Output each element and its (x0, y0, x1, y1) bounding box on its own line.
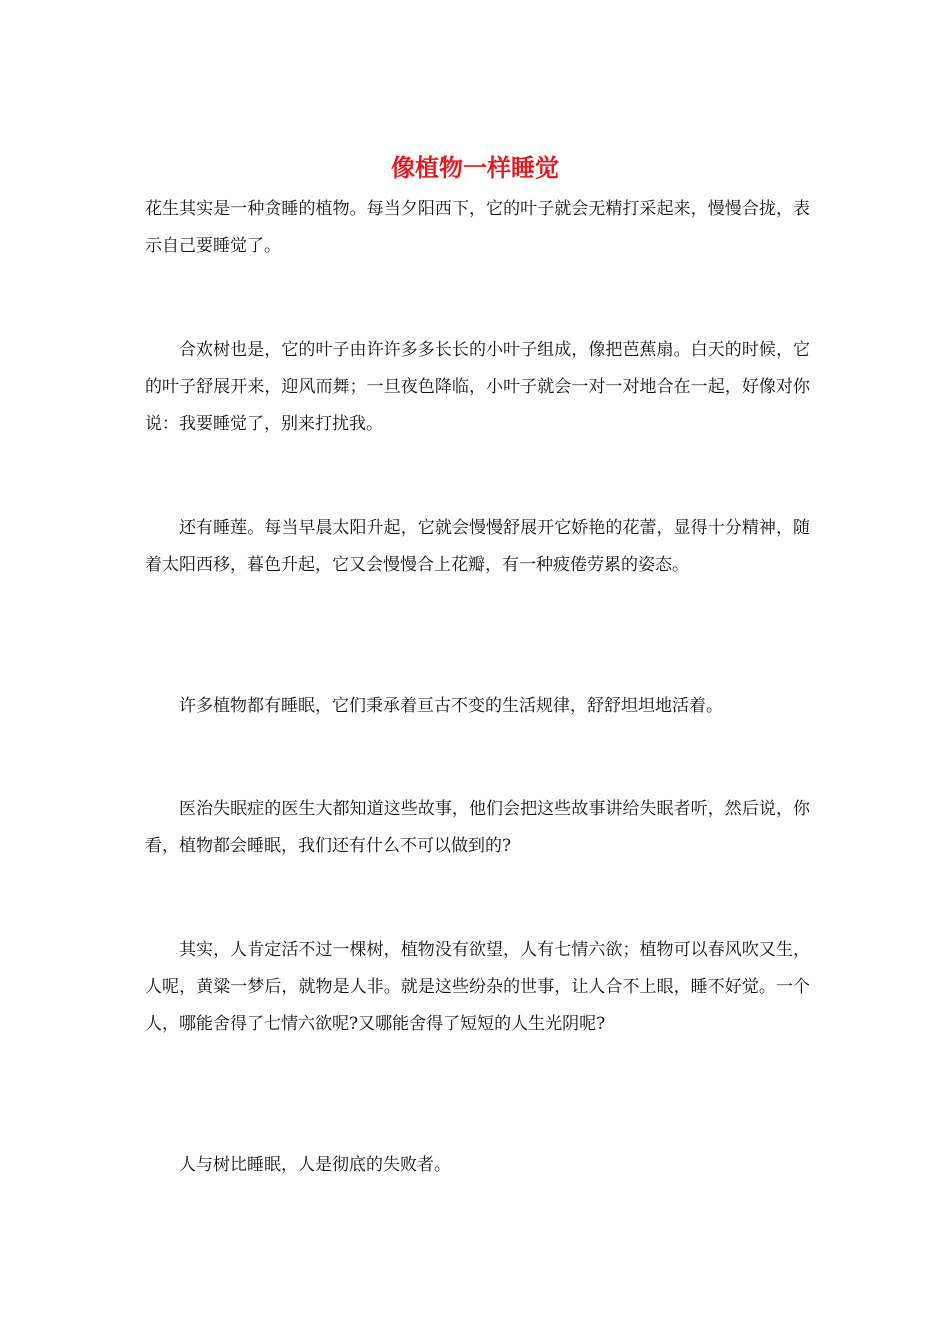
paragraph-insomnia-doctors: 医治失眠症的医生大都知道这些故事，他们会把这些故事讲给失眠者听，然后说，你看，植物都会睡眠，我们还有什么不可以做到的? (145, 799, 810, 856)
paragraph-human-desires: 其实，人肯定活不过一棵树，植物没有欲望，人有七情六欲；植物可以春风吹又生，人呢，黄粱一梦后，就物是人非。就是这些纷杂的世事，让人合不上眼，睡不好觉。一个人，哪能舍得了七情六欲呢?又哪能舍得了短短的人生光阴呢? (145, 940, 810, 1034)
paragraph-peanut: 花生其实是一种贪睡的植物。每当夕阳西下，它的叶子就会无精打采起来，慢慢合拢，表示自己要睡觉了。 (145, 199, 810, 256)
paragraph-plants-sleep: 许多植物都有睡眠，它们秉承着亘古不变的生活规律，舒舒坦坦地活着。 (179, 696, 723, 716)
paragraph-conclusion: 人与树比睡眠，人是彻底的失败者。 (179, 1155, 451, 1175)
paragraph-water-lily: 还有睡莲。每当早晨太阳升起，它就会慢慢舒展开它娇艳的花蕾，显得十分精神，随着太阳西移，暮色升起，它又会慢慢合上花瓣，有一种疲倦劳累的姿态。 (145, 518, 810, 575)
page-title: 像植物一样睡觉 (391, 153, 559, 182)
paragraph-silk-tree: 合欢树也是，它的叶子由许许多多长长的小叶子组成，像把芭蕉扇。白天的时候，它的叶子舒展开来，迎风而舞；一旦夜色降临，小叶子就会一对一对地合在一起，好像对你说：我要睡觉了，别来打扰我。 (145, 340, 810, 434)
